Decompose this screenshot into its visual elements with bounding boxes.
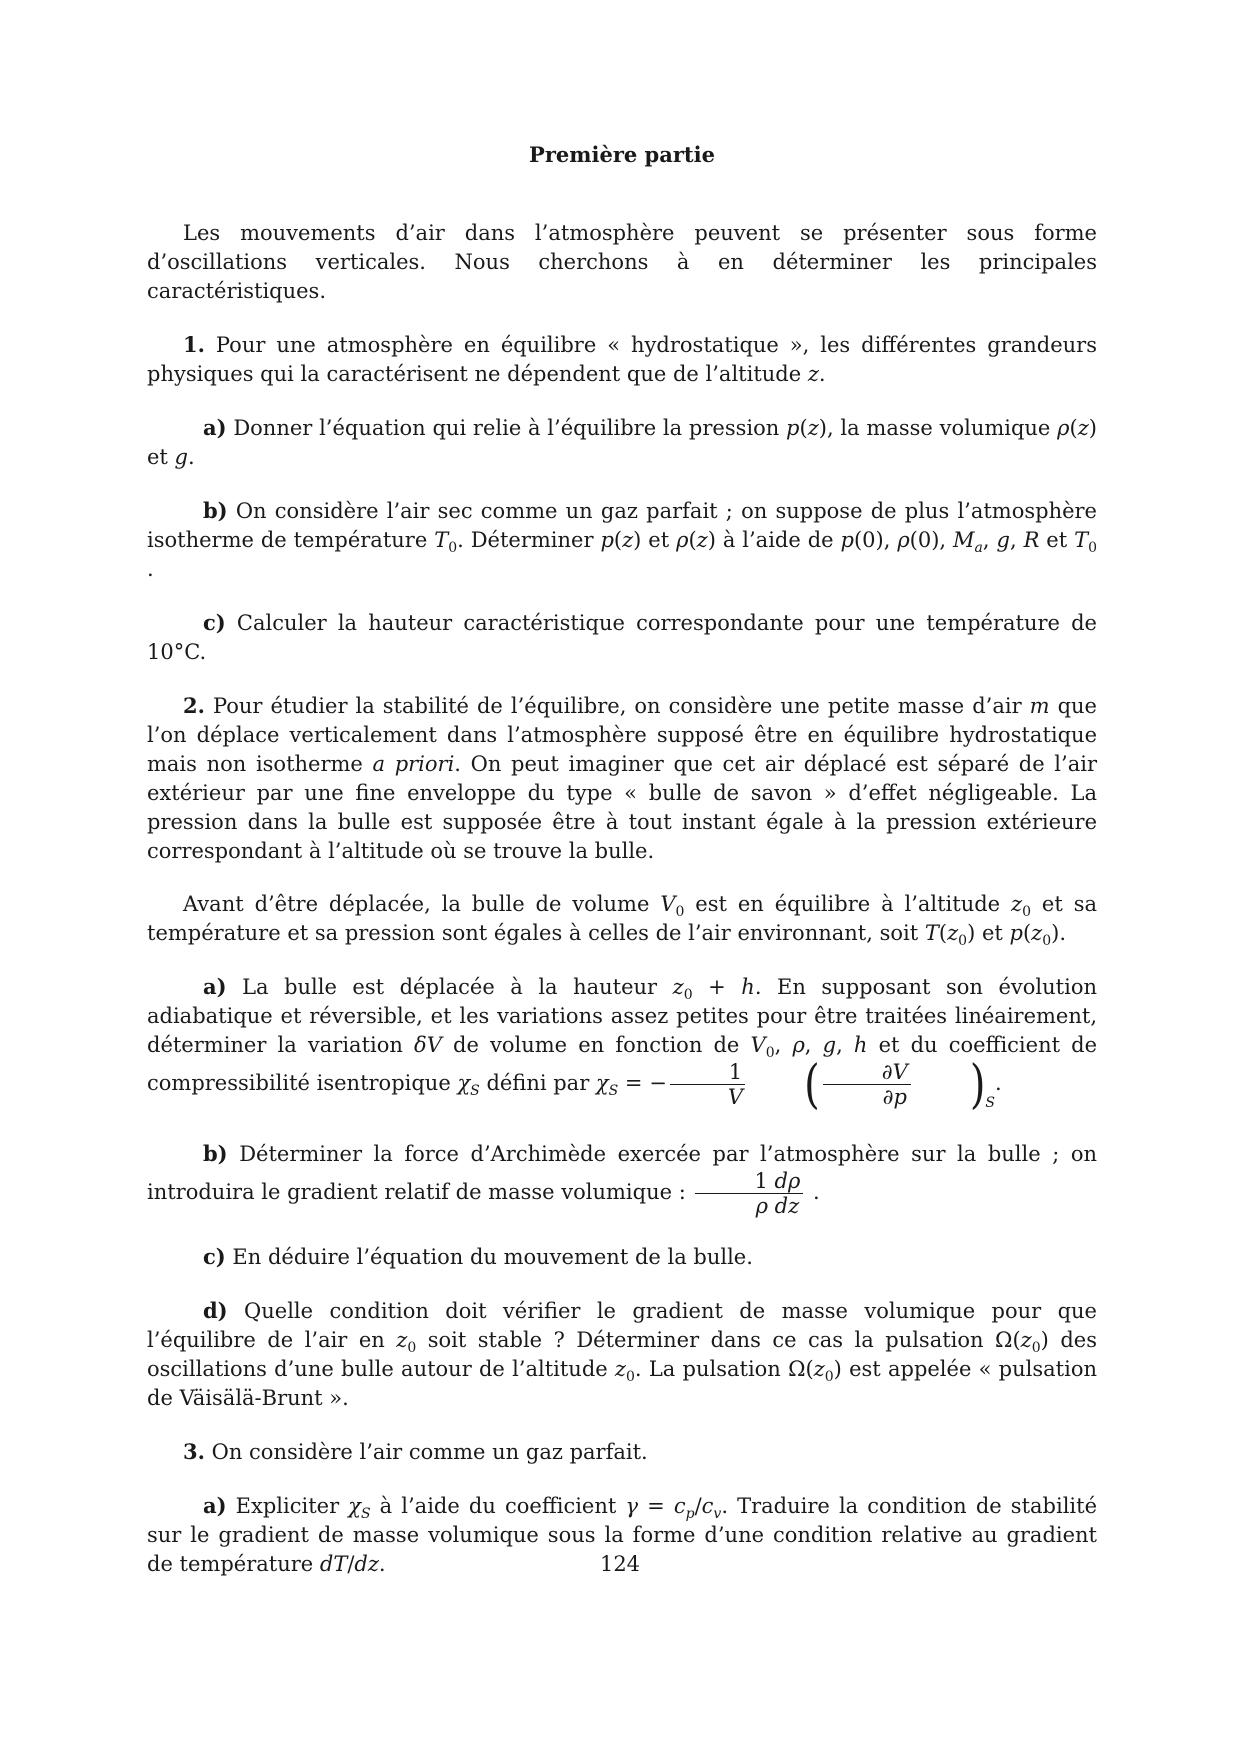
question-2-context: Avant d’être déplacée, la bulle de volume $V_0$ est en équilibre à l’altitude $z_0$ et sa température et sa pression sont égales à celles de l’air environnant, soit $T(z_0)$ et $p(z_0)$. [147,892,1097,950]
question-3: 3. On considère l’air comme un gaz parfait. [183,1439,648,1464]
intro-paragraph: Les mouvements d’air dans l’atmosphère peuvent se présenter sous forme d’oscillations verticales. Nous cherchons à en déterminer les principales caractéristiques. [147,221,1097,303]
question-1a: a) Donner l’équation qui relie à l’équilibre la pression p(z), la masse volumique ρ(z) et g. [147,415,1097,469]
page-number: 124 [599,1552,641,1576]
question-1c: c) Calculer la hauteur caractéristique correspondante pour une température de 10°C. [147,610,1097,664]
document-page [147,140,1097,1603]
question-3a: a) Expliciter $\chi_S$ à l’aide du coefficient $\gamma = c_p/c_v$. Traduire la condition de stabilité sur le gradient de masse volumique sous la forme d’une condition relative au gradient de température dT/dz. [147,1493,1097,1576]
question-1: 1. Pour une atmosphère en équilibre « hydrostatique », les différentes grandeurs physiques qui la caractérisent ne dépendent que de l’altitude z. [147,332,1097,386]
question-2b: b) Déterminer la force d’Archimède exercée par l’atmosphère sur la bulle ; on introduira le gradient relatif de masse volumique : $\frac{1 d\rho}{\text{ρ dz}}$ . [147,1141,1097,1218]
fraction-1-over-V: $\frac{1}{V}$ [670,1060,745,1109]
fraction-gradient-rho: $\frac{1 d\rho}{\text{ρ dz}}$ [695,1169,803,1218]
question-2c: c) En déduire l’équation du mouvement de la bulle. [203,1244,753,1269]
question-2a: a) La bulle est déplacée à la hauteur $z_0 + h$. En supposant son évolution adiabatique et réversible, et les variations assez petites pour être traitées linéairement, déterminer la variation δV de volume en fonction de $V_0$, ρ, g, h et du coefficient de compressibilité isentropique $\chi_S$ défini par $\chi_S$ = − $\frac{1}{V}$ ( $\frac{\partial V}{\partial p}$ )$_S$. [147,974,1098,1115]
question-2: 2. Pour étudier la stabilité de l’équilibre, on considère une petite masse d’air m que l’on déplace verticalement dans l’atmosphère supposé être en équilibre hydrostatique mais non isotherme a priori. On peut imaginer que cet air déplacé est séparé de l’air extérieur par une fine enveloppe du type « bulle de savon » d’effet négligeable. La pression dans la bulle est supposée être à tout instant égale à la pression extérieure correspondant à l’altitude où se trouve la bulle. [147,693,1097,863]
section-title: Première partie [529,142,715,167]
question-1b: b) On considère l’air sec comme un gaz parfait ; on suppose de plus l’atmosphère isotherme de température $T_0$. Déterminer p(z) et ρ(z) à l’aide de p(0), ρ(0), $M_a$, g, R et $T_0$ . [147,498,1098,581]
fraction-dV-dp: $\frac{\partial V}{\partial p}$ [823,1060,911,1109]
question-2d: d) Quelle condition doit vérifier le gradient de masse volumique pour que l’équilibre de l’air en $z_0$ soit stable ? Déterminer dans ce cas la pulsation $\Omega(z_0)$ des oscillations d’une bulle autour de l’altitude $z_0$. La pulsation $\Omega(z_0)$ est appelée « pulsation de Väisälä-Brunt ». [147,1298,1097,1410]
